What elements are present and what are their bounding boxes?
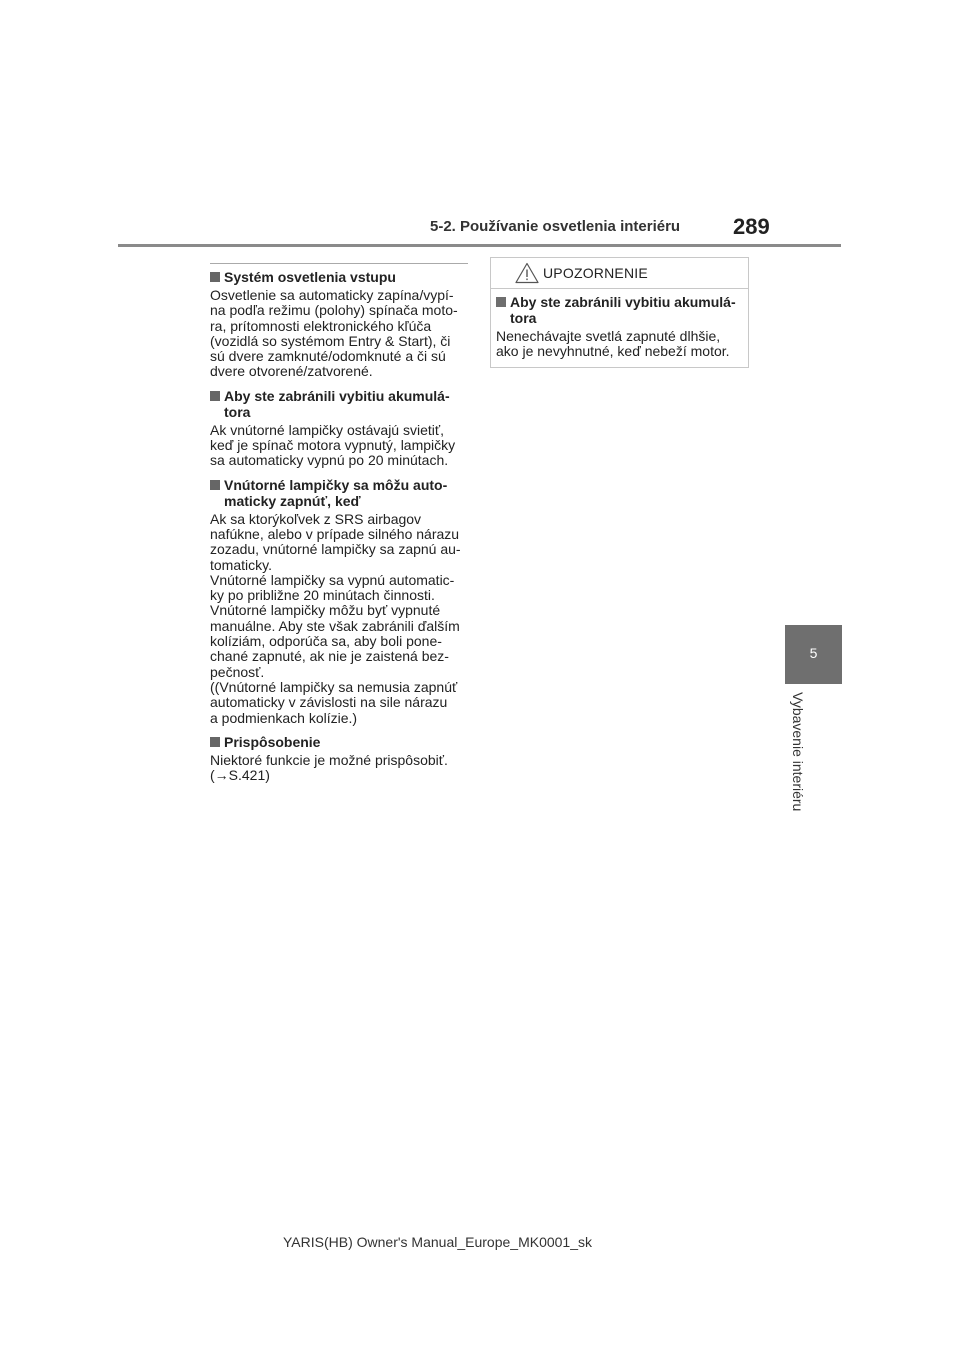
caution-item-title: Aby ste zabránili vybitiu akumulá- tora [510, 294, 736, 326]
section-heading [210, 477, 468, 509]
section-heading [210, 269, 468, 285]
caution-content [491, 289, 748, 360]
section-auto-on [210, 477, 468, 726]
section-entry-lighting [210, 269, 468, 380]
header-rule [118, 244, 841, 247]
page-number: 289 [733, 214, 770, 239]
square-bullet-icon [210, 391, 220, 401]
section-body: Osvetlenie sa automaticky zapína/vypí- na podľa režimu (polohy) spínača moto- ra, prítomnosti elektronického kľúča (vozidlá so systémom Entry & Start), či sú dvere zamknuté/odomknuté a či sú dvere otvorené/zatvorené. [210, 287, 458, 380]
caution-item-heading [496, 294, 742, 326]
header-section-title: 5-2. Používanie osvetlenia interiéru [430, 218, 681, 235]
caution-item-body: Nenechávajte svetlá zapnuté dlhšie, ako je nevyhnutné, keď nebeží motor. [496, 328, 730, 360]
square-bullet-icon [210, 480, 220, 490]
footer-text: YARIS(HB) Owner's Manual_Europe_MK0001_sk [283, 1234, 592, 1250]
caution-box [490, 257, 749, 368]
square-bullet-icon [210, 272, 220, 282]
warning-triangle-icon [515, 262, 539, 284]
caution-header [491, 258, 748, 289]
section-title: Aby ste zabránili vybitiu akumulá- tora [224, 387, 450, 420]
section-title: Prispôsobenie [224, 733, 321, 750]
section-customization [210, 734, 468, 784]
section-heading [210, 388, 468, 420]
chapter-title: Vybavenie interiéru [790, 692, 806, 812]
section-title: Systém osvetlenia vstupu [224, 269, 396, 285]
section-body: Niektoré funkcie je možné prispôsobiť. (→S.421) [210, 751, 448, 784]
square-bullet-icon [496, 297, 506, 307]
column-top-rule [210, 263, 468, 264]
left-column [210, 263, 468, 791]
section-body: Ak vnútorné lampičky ostávajú svietiť, keď je spínač motora vypnutý, lampičky sa automaticky vypnú po 20 minútach. [210, 421, 456, 469]
section-title: Vnútorné lampičky sa môžu auto- maticky zapnúť, keď [224, 476, 448, 509]
chapter-tab: 5 [785, 625, 842, 684]
caution-title: UPOZORNENIE [543, 265, 648, 281]
section-body: Ak sa ktorýkoľvek z SRS airbagov nafúkne, alebo v prípade silného nárazu zozadu, vnútorné lampičky sa zapnú au- tomaticky. Vnútorné lampičky sa vypnú automatic- ky po približne 20 minútach činnosti. Vnútorné lampičky môžu byť vypnuté manuálne. Aby ste však zabránili ďalším kolíziám, odporúča sa, aby boli pone- chané zapnuté, ak nie je zaistená bez- pečnosť. ((Vnútorné lampičky sa nemusia zapnúť automaticky v závislosti na sile nárazu a podmienkach kolízie.) [210, 510, 461, 726]
square-bullet-icon [210, 737, 220, 747]
section-battery [210, 388, 468, 469]
section-heading [210, 734, 468, 750]
